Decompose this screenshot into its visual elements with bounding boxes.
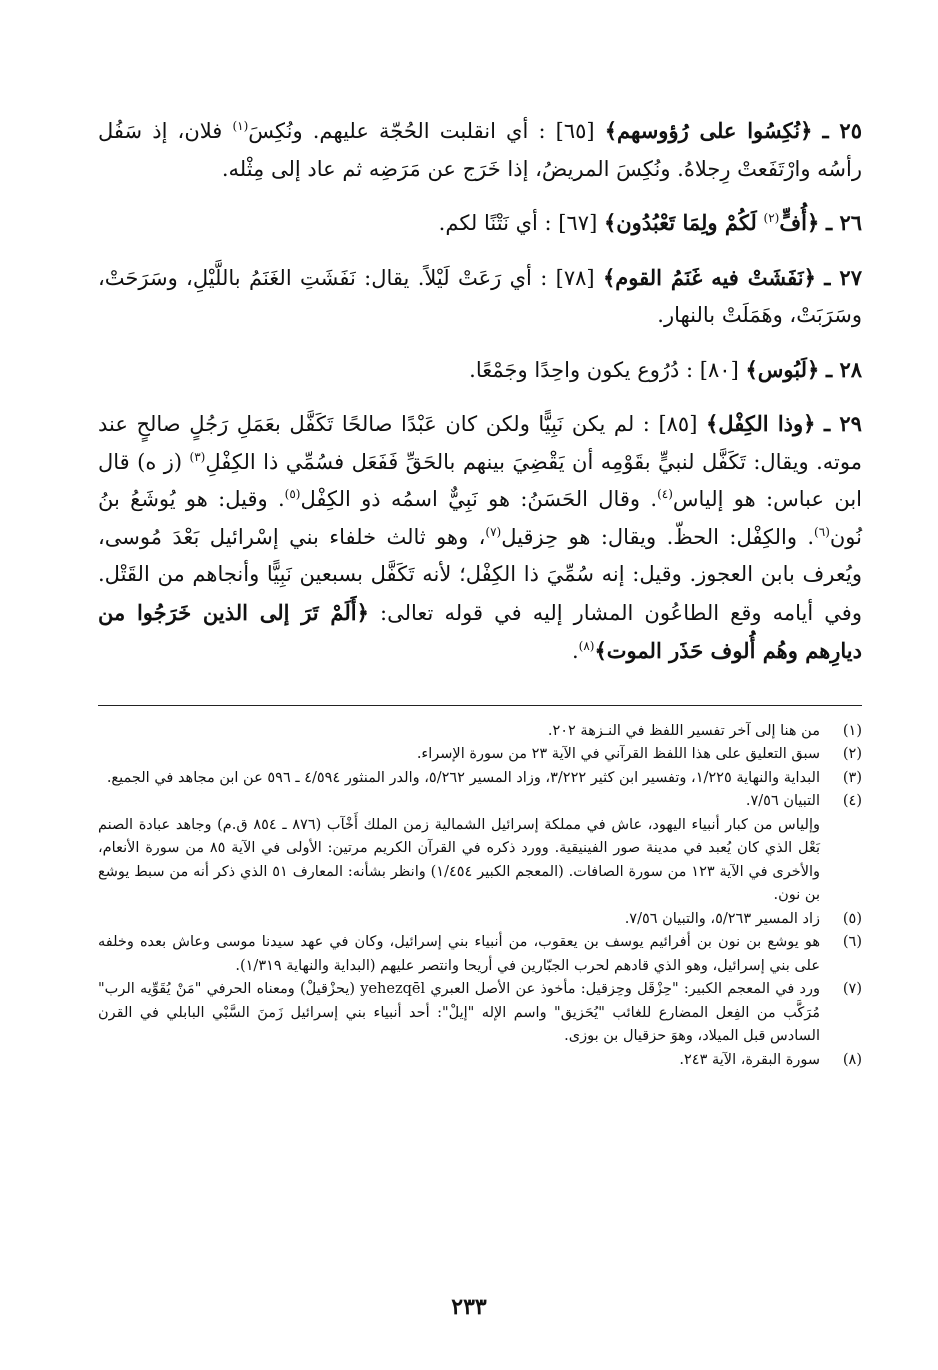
entry-29 bbox=[98, 405, 862, 671]
verse-ref: [٨٥] bbox=[658, 412, 698, 436]
verse-ref: [٦٧] bbox=[558, 211, 598, 235]
footnote-text: سورة البقرة، الآية ٢٤٣. bbox=[679, 1051, 820, 1068]
entry-28 bbox=[98, 351, 862, 390]
footnote-number: (٤) bbox=[842, 793, 862, 809]
entry-number: ٢٧ ـ bbox=[824, 264, 862, 290]
footnote-marker: (٤) bbox=[657, 487, 673, 501]
entry-text: : لم يكن نَبِيًّا ولكن كان عَبْدًا صالحًا تَكَفَّل بعَمَلِ رَجُلٍ صالحٍ عند موته. ويقال: تَكَفَّل لنبيٍّ بقَوْمِه أن يَقْضِيَ بينهم بالحَقِّ فَفَعَل فسُمِّي ذا الكِفْلِ bbox=[98, 412, 862, 474]
footnote-marker: (٦) bbox=[814, 524, 830, 539]
footnote-number: (٢) bbox=[842, 746, 862, 762]
entry-text: : أي رَعَتْ لَيْلاً. يقال: نَفَشَتِ الغَنَمُ باللَّيْلِ، وسَرَحَتْ، وسَرَبَتْ، وهَمَلَتْ بالنهار. bbox=[98, 265, 862, 327]
quran-verse: ﴿لَبُوس﴾ bbox=[745, 356, 820, 382]
entry-text: . والكِفْل: الحظّ. ويقال: هو حِزقيل bbox=[501, 524, 815, 549]
entry-text: ، وهو ثالث خلفاء بني إسْرائيل بَعْدَ مُوسى، ويُعرف بابن العجوز. وقيل: إنه سُمِّيَ ذا الكِفْل؛ لأنه تَكَفَّل بسبعين نَبِيًّا وأنجاهم من القَتْل. وفي أيامه وقع الطاعُون المشار إليه في قوله تعالى: bbox=[98, 524, 862, 625]
quran-verse: لَكُمْ ولِمَا تَعْبُدُون﴾ bbox=[603, 210, 757, 235]
footnote-marker: (٨) bbox=[578, 639, 595, 653]
quran-verse: ﴿نُكِسُوا على رُؤوسهم﴾ bbox=[604, 118, 813, 143]
entry-text: : دُرُوع يكون واحِدًا وجَمْعًا. bbox=[469, 357, 694, 382]
entry-text: أي انقلبت الحُجّة عليهم. ونُكِسَ bbox=[248, 119, 529, 143]
quran-verse: ﴿أُفٍّ bbox=[779, 210, 820, 235]
footnote-text: ورد في المعجم الكبير: "حِزْقَل وحِزقيل: مأخوذ عن الأصل العبري yehezqēl (يحزْقيلْ) ومعناه الحرفي "مَنْ يُقَوِّيه الرب" مُرَكَّب من الفِعل المضارع للغائب "يُحَزيق" واسم الإله "إيلْ": أحد أنبياء بني إسرائيل زَمنَ السَّبْي البابلي في القرن السادس قبل الميلاد، وهوَ حزقيال بن بوزى. bbox=[98, 981, 820, 1044]
footnote-number: (٨) bbox=[842, 1051, 862, 1068]
entry-text: . وقيل: هو يُوشَعُ بنُ نُون bbox=[98, 487, 862, 549]
verse-ref: [٦٥] bbox=[555, 119, 595, 143]
footnote-8 bbox=[98, 1049, 862, 1073]
quran-verse: ﴿أَلَمْ تَرَ إلى الذين خَرَجُوا من ديارِهم وهُم أُلوف حَذَر الموت﴾ bbox=[98, 599, 862, 663]
footnote-text: زاد المسير ٥/٢٦٣، والتبيان ٧/٥٦. bbox=[624, 910, 820, 927]
entry-text: . bbox=[571, 639, 579, 663]
footnote-marker: (٢) bbox=[763, 211, 780, 225]
footnote-marker: (٧) bbox=[485, 524, 502, 539]
entry-27 bbox=[98, 259, 862, 335]
footnote-2 bbox=[98, 743, 862, 767]
footnote-marker: (١) bbox=[232, 119, 249, 133]
quran-verse: ﴿نَفَشَتْ فيه غَنَمُ القوم﴾ bbox=[602, 264, 816, 290]
footnote-text: التبيان ٧/٥٦. bbox=[745, 793, 820, 809]
footnote-4 bbox=[98, 790, 862, 908]
footnote-number: (١) bbox=[842, 722, 862, 739]
footnote-5 bbox=[98, 908, 862, 932]
footnote-marker: (٥) bbox=[284, 487, 301, 501]
footnote-number: (٧) bbox=[842, 981, 862, 997]
footnote-6 bbox=[98, 931, 862, 978]
entry-25: ٢٥ ـ ﴿نُكِسُوا على رُؤوسهم﴾ [٦٥] : أي انقلبت الحُجّة عليهم. ونُكِسَ$^{(١)}$ فلان، إذ سَفُل رأسُه وارْتَفَعتْ رِجلاهُ. ونُكِسَ المريضُ، إذا خَرَج عن مَرَضِه ثم عاد إلى مِثْله. bbox=[98, 118, 862, 181]
footnote-3 bbox=[98, 767, 862, 791]
footnote-number: (٣) bbox=[842, 769, 862, 786]
footnotes bbox=[98, 720, 862, 1073]
footnote-marker: (٣) bbox=[189, 449, 206, 464]
entry-text: : أي نَتْنًا لكم. bbox=[438, 211, 552, 235]
entry-number: ٢٩ ـ bbox=[824, 411, 862, 436]
footnote-text: هو يوشع بن نون بن أفرائيم يوسف بن يعقوب، من أنبياء بني إسرائيل، وكان في عهد سيدنا موسى وعاش بعده وخلفه على بني إسرائيل، وهو الذي قادهم لحرب الجبّارين في أريحا وانتصر عليهم (البداية والنهاية ١/٣١٩). bbox=[98, 934, 820, 974]
entry-26 bbox=[98, 204, 862, 243]
verse-ref: [٧٨] bbox=[555, 265, 595, 290]
footnote-number: (٥) bbox=[842, 910, 862, 927]
page-number: ٢٣٣ bbox=[451, 1294, 487, 1320]
quran-verse: ﴿وذا الكِفْل﴾ bbox=[705, 411, 816, 436]
footnote-number: (٦) bbox=[842, 934, 862, 950]
entry-text: (ز ه) قال ابن عباس: هو إلياس bbox=[98, 449, 862, 511]
footnote-text: وإلياس من كبار أنبياء اليهود، عاش في مملكة إسرائيل الشمالية زمن الملك أَخْآب (٨٧٦ ـ ٨٥٤ ق.م) وجاهد عبادة الصنم بَعْل الذي كان يُعبد في مدينة صور الفينيقية. وورد ذكره في القرآن الكريم مرتين: الأولى في الآية ٨٥ من سورة الأنعام، والأخرى في الآية ١٢٣ من سورة الصافات. (المعجم الكبير ١/٤٥٤) وانظر بشأنه: المعارف ٥١ الذي ذكر أنه من سبط يوشع بن نون. bbox=[98, 816, 821, 903]
footnote-text: البداية والنهاية ١/٢٢٥، وتفسير ابن كثير ٣/٢٢٢، وزاد المسير ٥/٢٦٢، والدر المنثور ٤/٥٩٤ ـ ٥٩٦ عن ابن مجاهد في الجميع. bbox=[106, 769, 820, 786]
footnote-7 bbox=[98, 978, 862, 1049]
footnote-divider bbox=[98, 705, 862, 706]
entry-number: ٢٨ ـ bbox=[825, 356, 862, 382]
footnote-text: سبق التعليق على هذا اللفظ القرآني في الآية ٢٣ من سورة الإسراء. bbox=[416, 746, 820, 762]
page-body bbox=[98, 112, 862, 1072]
entry-number: ٢٥ ـ bbox=[822, 118, 862, 143]
footnote-text: من هنا إلى آخر تفسير اللفظ في النـزهة ٢٠٢. bbox=[547, 722, 820, 739]
footnote-1 bbox=[98, 720, 862, 744]
entry-number: ٢٦ ـ bbox=[825, 210, 862, 235]
entry-text: فلان، إذ سَفُل رأسُه وارْتَفَعتْ رِجلاهُ. ونُكِسَ المريضُ، إذا خَرَج عن مَرَضِه ثم عاد إلى مِثْله. bbox=[98, 119, 862, 181]
verse-ref: [٨٠] bbox=[699, 357, 739, 382]
entry-text: . وقال الحَسَنُ: هو نَبِيٌّ اسمُه ذو الكِفْل bbox=[300, 487, 658, 511]
